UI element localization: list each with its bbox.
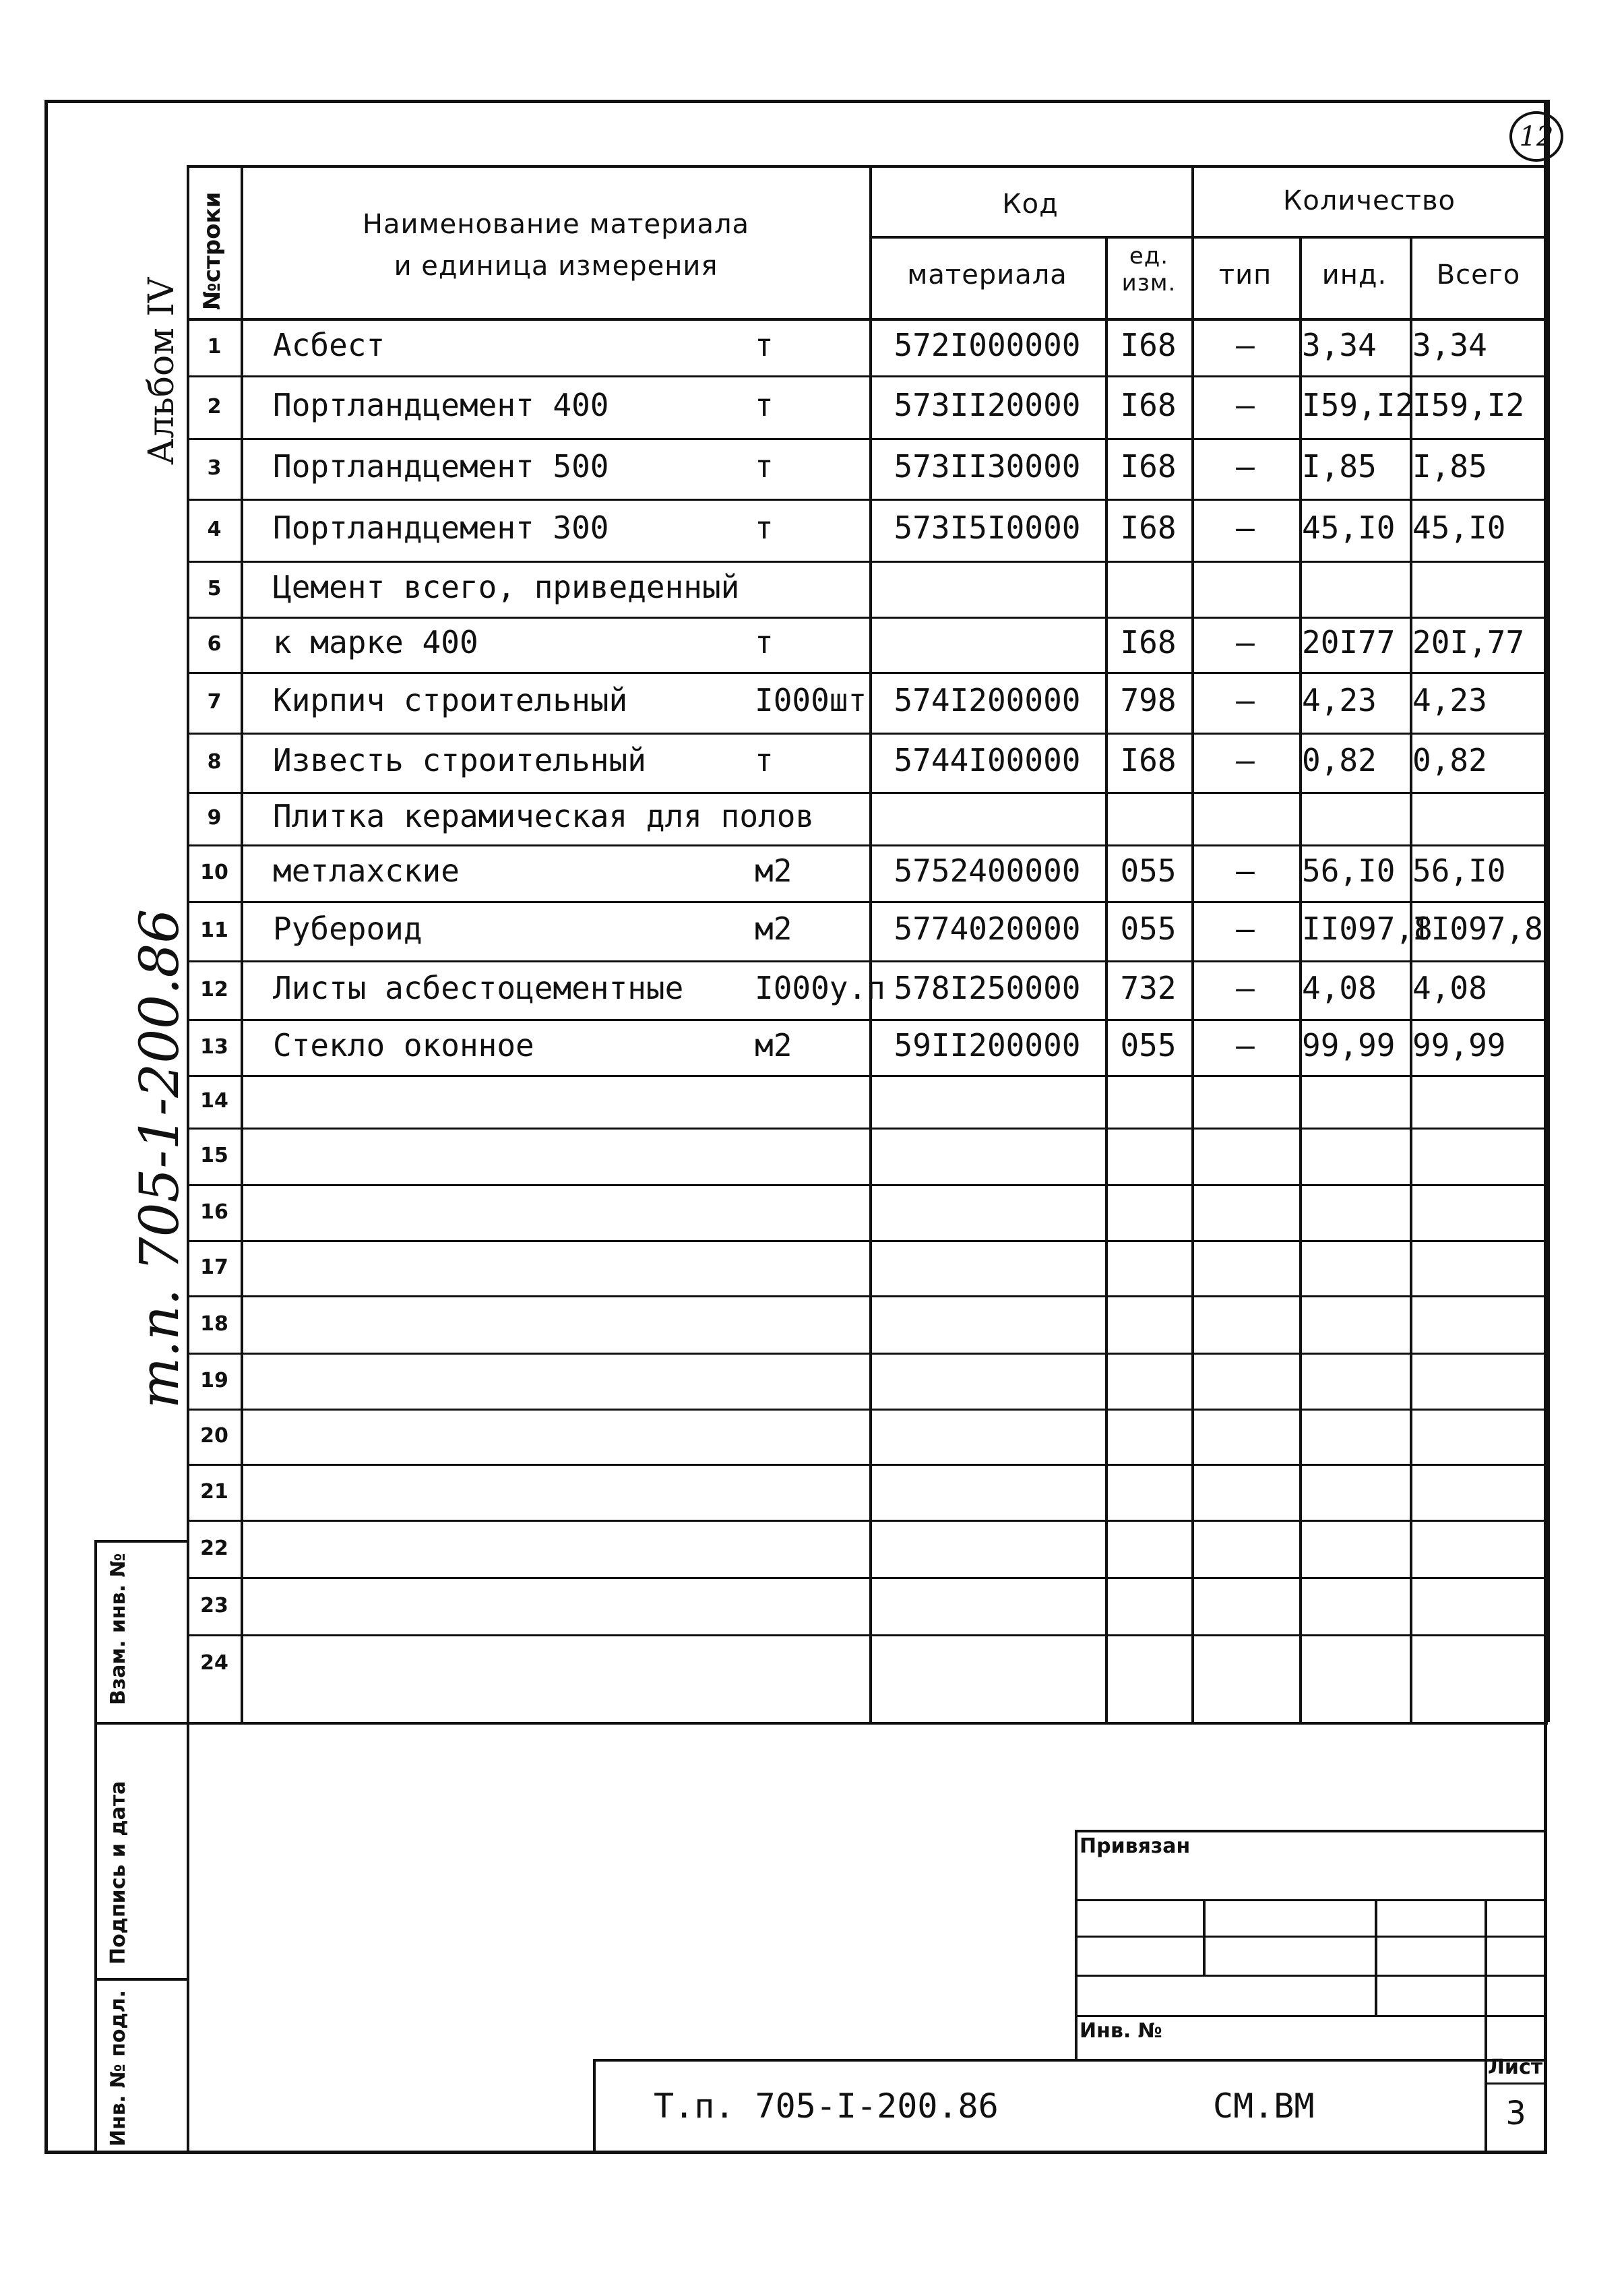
- material-name: Листы асбестоцементные: [273, 969, 684, 1006]
- qty-total: II097,8: [1412, 910, 1543, 947]
- row-number: 12: [200, 977, 228, 1001]
- stamp-col2: [1375, 1899, 1377, 2015]
- material-unit: м2: [755, 1026, 792, 1063]
- header-qty-ind: инд.: [1321, 259, 1387, 290]
- header-split-qty: [1191, 236, 1547, 239]
- material-code: 573II20000: [894, 386, 1081, 423]
- unit-code: I68: [1120, 624, 1177, 660]
- row-number: 5: [207, 576, 222, 600]
- table-row-line: [187, 438, 1548, 440]
- qty-total: 99,99: [1412, 1026, 1506, 1063]
- row-number: 21: [200, 1479, 228, 1504]
- side-label-podpis: Подпись и дата: [106, 1781, 130, 1965]
- table-row-line: [187, 1409, 1548, 1411]
- qty-total: 3,34: [1412, 326, 1487, 363]
- header-qty-total: Всего: [1436, 259, 1521, 290]
- row-number: 4: [207, 518, 222, 541]
- side-stamp-right: [187, 1722, 189, 2154]
- side-label-inv-podl: Инв. № подл.: [106, 1989, 130, 2147]
- qty-ind: I,85: [1302, 448, 1377, 485]
- header-bottom-border: [187, 318, 1548, 321]
- material-code: 578I250000: [894, 969, 1081, 1006]
- side-stamp-top: [94, 1540, 187, 1543]
- qty-type: –: [1236, 910, 1255, 947]
- table-row-line: [187, 1464, 1548, 1466]
- qty-ind: 56,I0: [1302, 853, 1396, 889]
- header-qty-type: тип: [1218, 259, 1272, 290]
- table-row-line: [187, 901, 1548, 903]
- title-list-label: Лист: [1488, 2056, 1543, 2079]
- material-unit: т: [755, 326, 774, 363]
- qty-type: –: [1236, 969, 1255, 1006]
- stamp-top: [1075, 1830, 1547, 1832]
- sheet-number-circle: 12: [1509, 111, 1563, 162]
- row-number: 19: [200, 1368, 228, 1392]
- table-row-line: [187, 1520, 1548, 1522]
- qty-total: 20I,77: [1412, 624, 1525, 660]
- qty-ind: 4,23: [1302, 682, 1377, 718]
- material-name: Стекло оконное: [273, 1026, 534, 1063]
- stamp-col1: [1203, 1899, 1206, 1975]
- table-row-line: [187, 1019, 1548, 1021]
- material-name: Портландцемент 300: [273, 510, 609, 546]
- header-row-number: №строки: [199, 191, 226, 310]
- material-code: 573I5I0000: [894, 510, 1081, 546]
- stamp-row1: [1075, 1899, 1547, 1901]
- row-number: 20: [200, 1424, 228, 1448]
- material-name: Портландцемент 500: [273, 448, 609, 485]
- row-number: 7: [207, 690, 222, 714]
- qty-total: 4,08: [1412, 969, 1487, 1006]
- material-name: Рубероид: [273, 910, 423, 947]
- material-unit: т: [755, 624, 774, 660]
- row-number: 23: [200, 1593, 228, 1617]
- side-stamp-split2: [94, 1978, 187, 1981]
- material-unit: т: [755, 448, 774, 485]
- table-row-line: [187, 1634, 1548, 1636]
- row-number: 8: [207, 750, 222, 774]
- stamp-row2: [1075, 1936, 1547, 1938]
- stamp-row3: [1075, 1975, 1547, 1977]
- table-row-line: [187, 1128, 1548, 1130]
- header-code-material: материала: [907, 259, 1067, 290]
- table-top-border: [187, 165, 1548, 168]
- unit-code: I68: [1120, 742, 1177, 778]
- material-name: Цемент всего, приведенный: [273, 568, 740, 605]
- qty-type: –: [1236, 742, 1255, 778]
- stamp-row4: [1075, 2015, 1547, 2017]
- material-code: 5744I00000: [894, 742, 1081, 778]
- material-name: к марке 400: [273, 624, 478, 660]
- unit-code: I68: [1120, 510, 1177, 546]
- material-code: 59II200000: [894, 1026, 1081, 1063]
- material-name: Плитка керамическая для полов: [273, 798, 815, 834]
- qty-type: –: [1236, 853, 1255, 889]
- material-code: 5752400000: [894, 853, 1081, 889]
- table-row-line: [187, 375, 1548, 377]
- material-name: метлахские: [273, 853, 460, 889]
- qty-type: –: [1236, 624, 1255, 660]
- row-number: 11: [200, 919, 228, 942]
- title-designation: Т.п. 705-I-200.86: [654, 2087, 999, 2126]
- unit-code: I68: [1120, 448, 1177, 485]
- qty-total: 4,23: [1412, 682, 1487, 718]
- table-row-line: [187, 1353, 1548, 1355]
- side-stamp-left: [94, 1540, 97, 2154]
- table-row-line: [187, 844, 1548, 846]
- table-row-line: [187, 561, 1548, 563]
- row-number: 1: [207, 334, 222, 359]
- title-block-left: [593, 2059, 596, 2154]
- stamp-privyazan: Привязан: [1080, 1834, 1191, 1858]
- qty-total: I,85: [1412, 448, 1487, 485]
- material-code: 573II30000: [894, 448, 1081, 485]
- qty-type: –: [1236, 326, 1255, 363]
- row-number: 14: [200, 1089, 228, 1113]
- qty-ind: 99,99: [1302, 1026, 1396, 1063]
- row-number: 18: [200, 1311, 228, 1336]
- title-list-split: [1485, 2082, 1547, 2085]
- stamp-left: [1075, 1830, 1078, 2059]
- row-number: 6: [207, 632, 222, 656]
- qty-ind: 3,34: [1302, 326, 1377, 363]
- header-split-code: [869, 236, 1191, 239]
- material-name: Известь строительный: [273, 742, 646, 778]
- table-row-line: [187, 1075, 1548, 1077]
- handwritten-project-number: т.п. 705-1-200.86: [128, 908, 191, 1409]
- unit-code: I68: [1120, 326, 1177, 363]
- header-code: Код: [1002, 189, 1059, 220]
- unit-code: 055: [1120, 910, 1177, 947]
- table-row-line: [187, 617, 1548, 619]
- row-number: 22: [200, 1536, 228, 1560]
- table-row-line: [187, 499, 1548, 501]
- title-mark: СМ.ВМ: [1213, 2087, 1315, 2126]
- qty-type: –: [1236, 510, 1255, 546]
- material-unit: т: [755, 386, 774, 423]
- row-number: 3: [207, 456, 222, 480]
- material-code: 5774020000: [894, 910, 1081, 947]
- row-number: 9: [207, 806, 222, 830]
- qty-type: –: [1236, 1026, 1255, 1063]
- qty-ind: 0,82: [1302, 742, 1377, 778]
- qty-total: 0,82: [1412, 742, 1487, 778]
- qty-ind: II097,8: [1302, 910, 1433, 947]
- row-number: 13: [200, 1035, 228, 1059]
- header-name-line1: Наименование материала: [362, 209, 750, 240]
- qty-type: –: [1236, 386, 1255, 423]
- row-number: 24: [200, 1650, 228, 1675]
- header-quantity: Количество: [1282, 185, 1456, 216]
- col-line-right: [1547, 100, 1550, 1722]
- side-stamp-split1: [94, 1722, 187, 1725]
- unit-code: 055: [1120, 1026, 1177, 1063]
- header-code-unit: ед. изм.: [1121, 243, 1177, 297]
- qty-ind: 4,08: [1302, 969, 1377, 1006]
- material-unit: м2: [755, 853, 792, 889]
- table-bottom-border: [187, 1722, 1548, 1725]
- side-label-vzam: Взам. инв. №: [106, 1553, 130, 1705]
- unit-code: 055: [1120, 853, 1177, 889]
- title-list-value: 3: [1505, 2095, 1526, 2132]
- header-name-line2: и единица измерения: [394, 251, 718, 282]
- material-unit: I000шт: [755, 682, 867, 718]
- unit-code: 732: [1120, 969, 1177, 1006]
- table-row-line: [187, 672, 1548, 674]
- table-row-line: [187, 1184, 1548, 1186]
- table-row-line: [187, 960, 1548, 962]
- material-code: 572I000000: [894, 326, 1081, 363]
- row-number: 17: [200, 1256, 228, 1279]
- material-code: 574I200000: [894, 682, 1081, 718]
- stamp-inv-no: Инв. №: [1080, 2019, 1162, 2043]
- qty-total: 45,I0: [1412, 510, 1506, 546]
- table-row-line: [187, 792, 1548, 794]
- album-label: Альбом IV: [142, 277, 182, 465]
- table-row-line: [187, 733, 1548, 735]
- material-unit: I000у.п: [755, 969, 885, 1006]
- unit-code: 798: [1120, 682, 1177, 718]
- qty-total: I59,I2: [1412, 386, 1525, 423]
- qty-type: –: [1236, 682, 1255, 718]
- row-number: 15: [200, 1144, 228, 1167]
- row-number: 2: [207, 394, 222, 419]
- row-number: 16: [200, 1200, 228, 1224]
- qty-type: –: [1236, 448, 1255, 485]
- table-row-line: [187, 1295, 1548, 1297]
- qty-total: 56,I0: [1412, 853, 1506, 889]
- qty-ind: I59,I2: [1302, 386, 1414, 423]
- material-name: Портландцемент 400: [273, 386, 609, 423]
- material-name: Кирпич строительный: [273, 682, 628, 718]
- material-name: Асбест: [273, 326, 385, 363]
- table-row-line: [187, 1577, 1548, 1579]
- material-unit: т: [755, 742, 774, 778]
- qty-ind: 20I77: [1302, 624, 1396, 660]
- title-block-top: [593, 2059, 1547, 2062]
- unit-code: I68: [1120, 386, 1177, 423]
- material-unit: м2: [755, 910, 792, 947]
- material-unit: т: [755, 510, 774, 546]
- qty-ind: 45,I0: [1302, 510, 1396, 546]
- row-number: 10: [200, 861, 228, 884]
- table-row-line: [187, 1240, 1548, 1242]
